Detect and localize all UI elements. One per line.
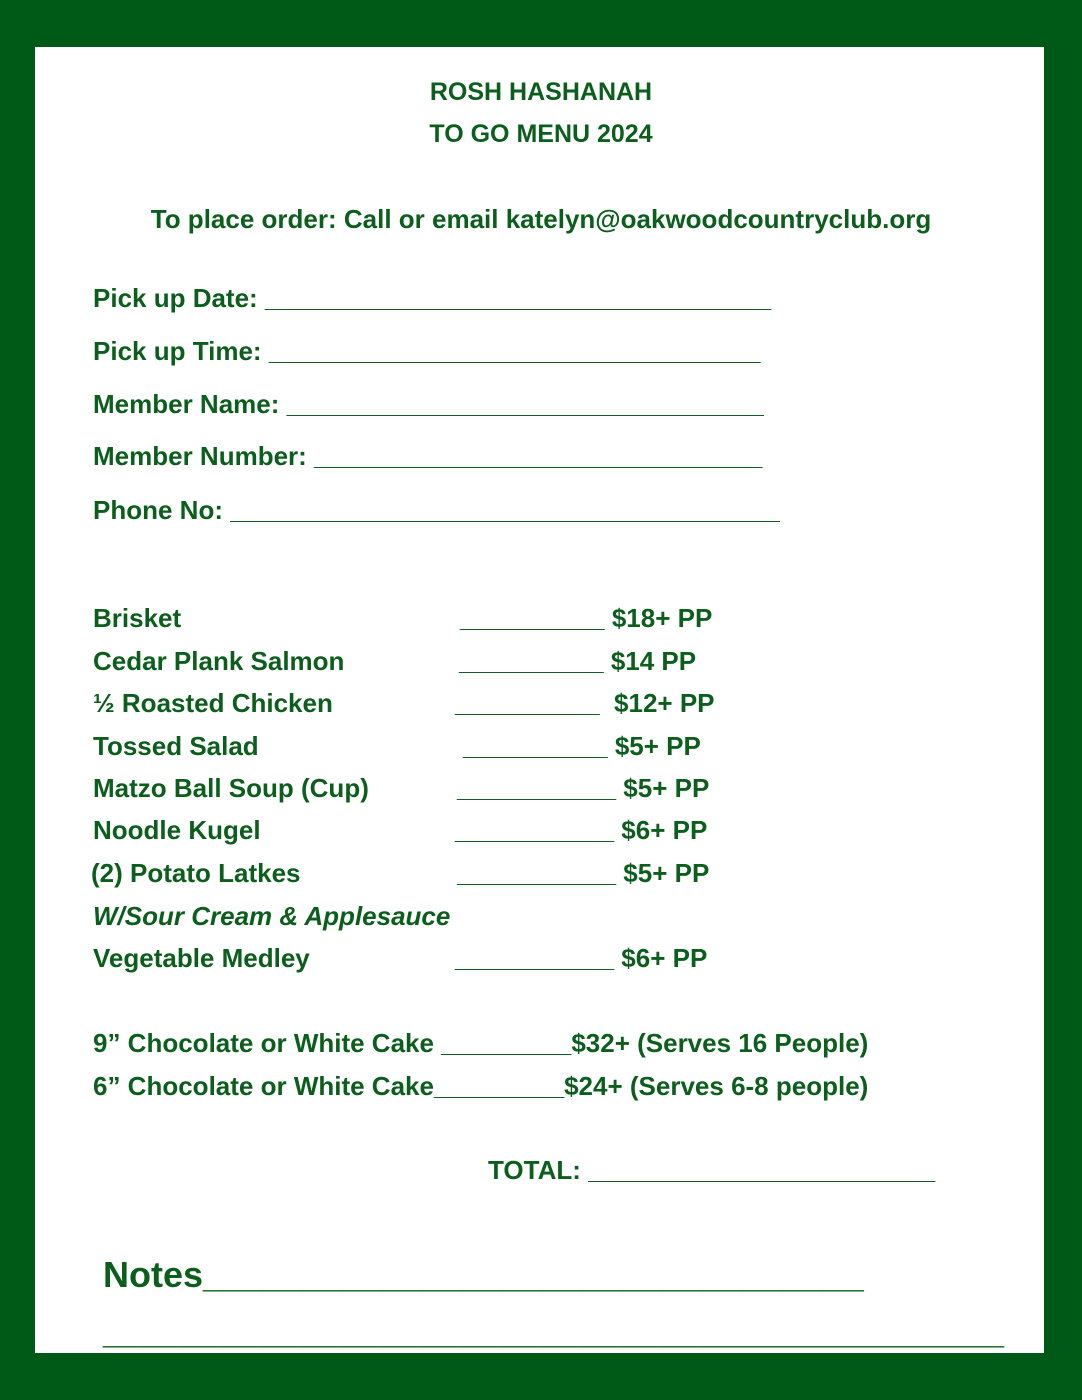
contact-instructions: To place order: Call or email katelyn@oakwoodcountryclub.org [150, 204, 932, 234]
phone-number-field: Phone No: ______________________________________ [93, 495, 780, 525]
menu-item-name: Tossed Salad [93, 731, 259, 761]
member-number-field: Member Number: _______________________________ [93, 441, 763, 471]
notes-line-2: _____________________________________________ [103, 1310, 1004, 1351]
menu-item-name: Noodle Kugel [93, 815, 261, 845]
menu-item-name: ½ Roasted Chicken [93, 688, 333, 718]
cake-6-inch-line: 6” Chocolate or White Cake_________$24+ (Serves 6-8 people) [93, 1071, 869, 1101]
pickup-date-field: Pick up Date: ___________________________________ [93, 283, 772, 313]
order-total-field: TOTAL: ________________________ [488, 1155, 936, 1185]
menu-item-price: __________ $14 PP [459, 646, 697, 676]
member-name-field: Member Name: _________________________________ [93, 389, 764, 419]
menu-item-name: Matzo Ball Soup (Cup) [93, 773, 369, 803]
menu-item-price: __________ $12+ PP [455, 688, 715, 718]
menu-item-price: __________ $18+ PP [460, 603, 713, 633]
menu-item-name: Vegetable Medley [93, 943, 310, 973]
menu-item-price: __________ $5+ PP [463, 731, 701, 761]
menu-item-name: (2) Potato Latkes [91, 858, 301, 888]
cake-9-inch-line: 9” Chocolate or White Cake _________$32+ (Serves 16 People) [93, 1028, 869, 1058]
menu-item-name: Cedar Plank Salmon [93, 646, 345, 676]
notes-line-1: Notes_________________________________ [103, 1254, 864, 1295]
pickup-time-field: Pick up Time: __________________________________ [93, 336, 761, 366]
menu-item-price: ___________ $6+ PP [455, 815, 708, 845]
title-line-1: ROSH HASHANAH [429, 78, 653, 106]
menu-item-price: ___________ $5+ PP [457, 858, 710, 888]
menu-item-price: ___________ $6+ PP [455, 943, 708, 973]
menu-item-price: ___________ $5+ PP [457, 773, 710, 803]
menu-item-name: Brisket [93, 603, 182, 633]
latkes-note: W/Sour Cream & Applesauce [93, 901, 451, 931]
title-line-2: TO GO MENU 2024 [429, 120, 653, 148]
